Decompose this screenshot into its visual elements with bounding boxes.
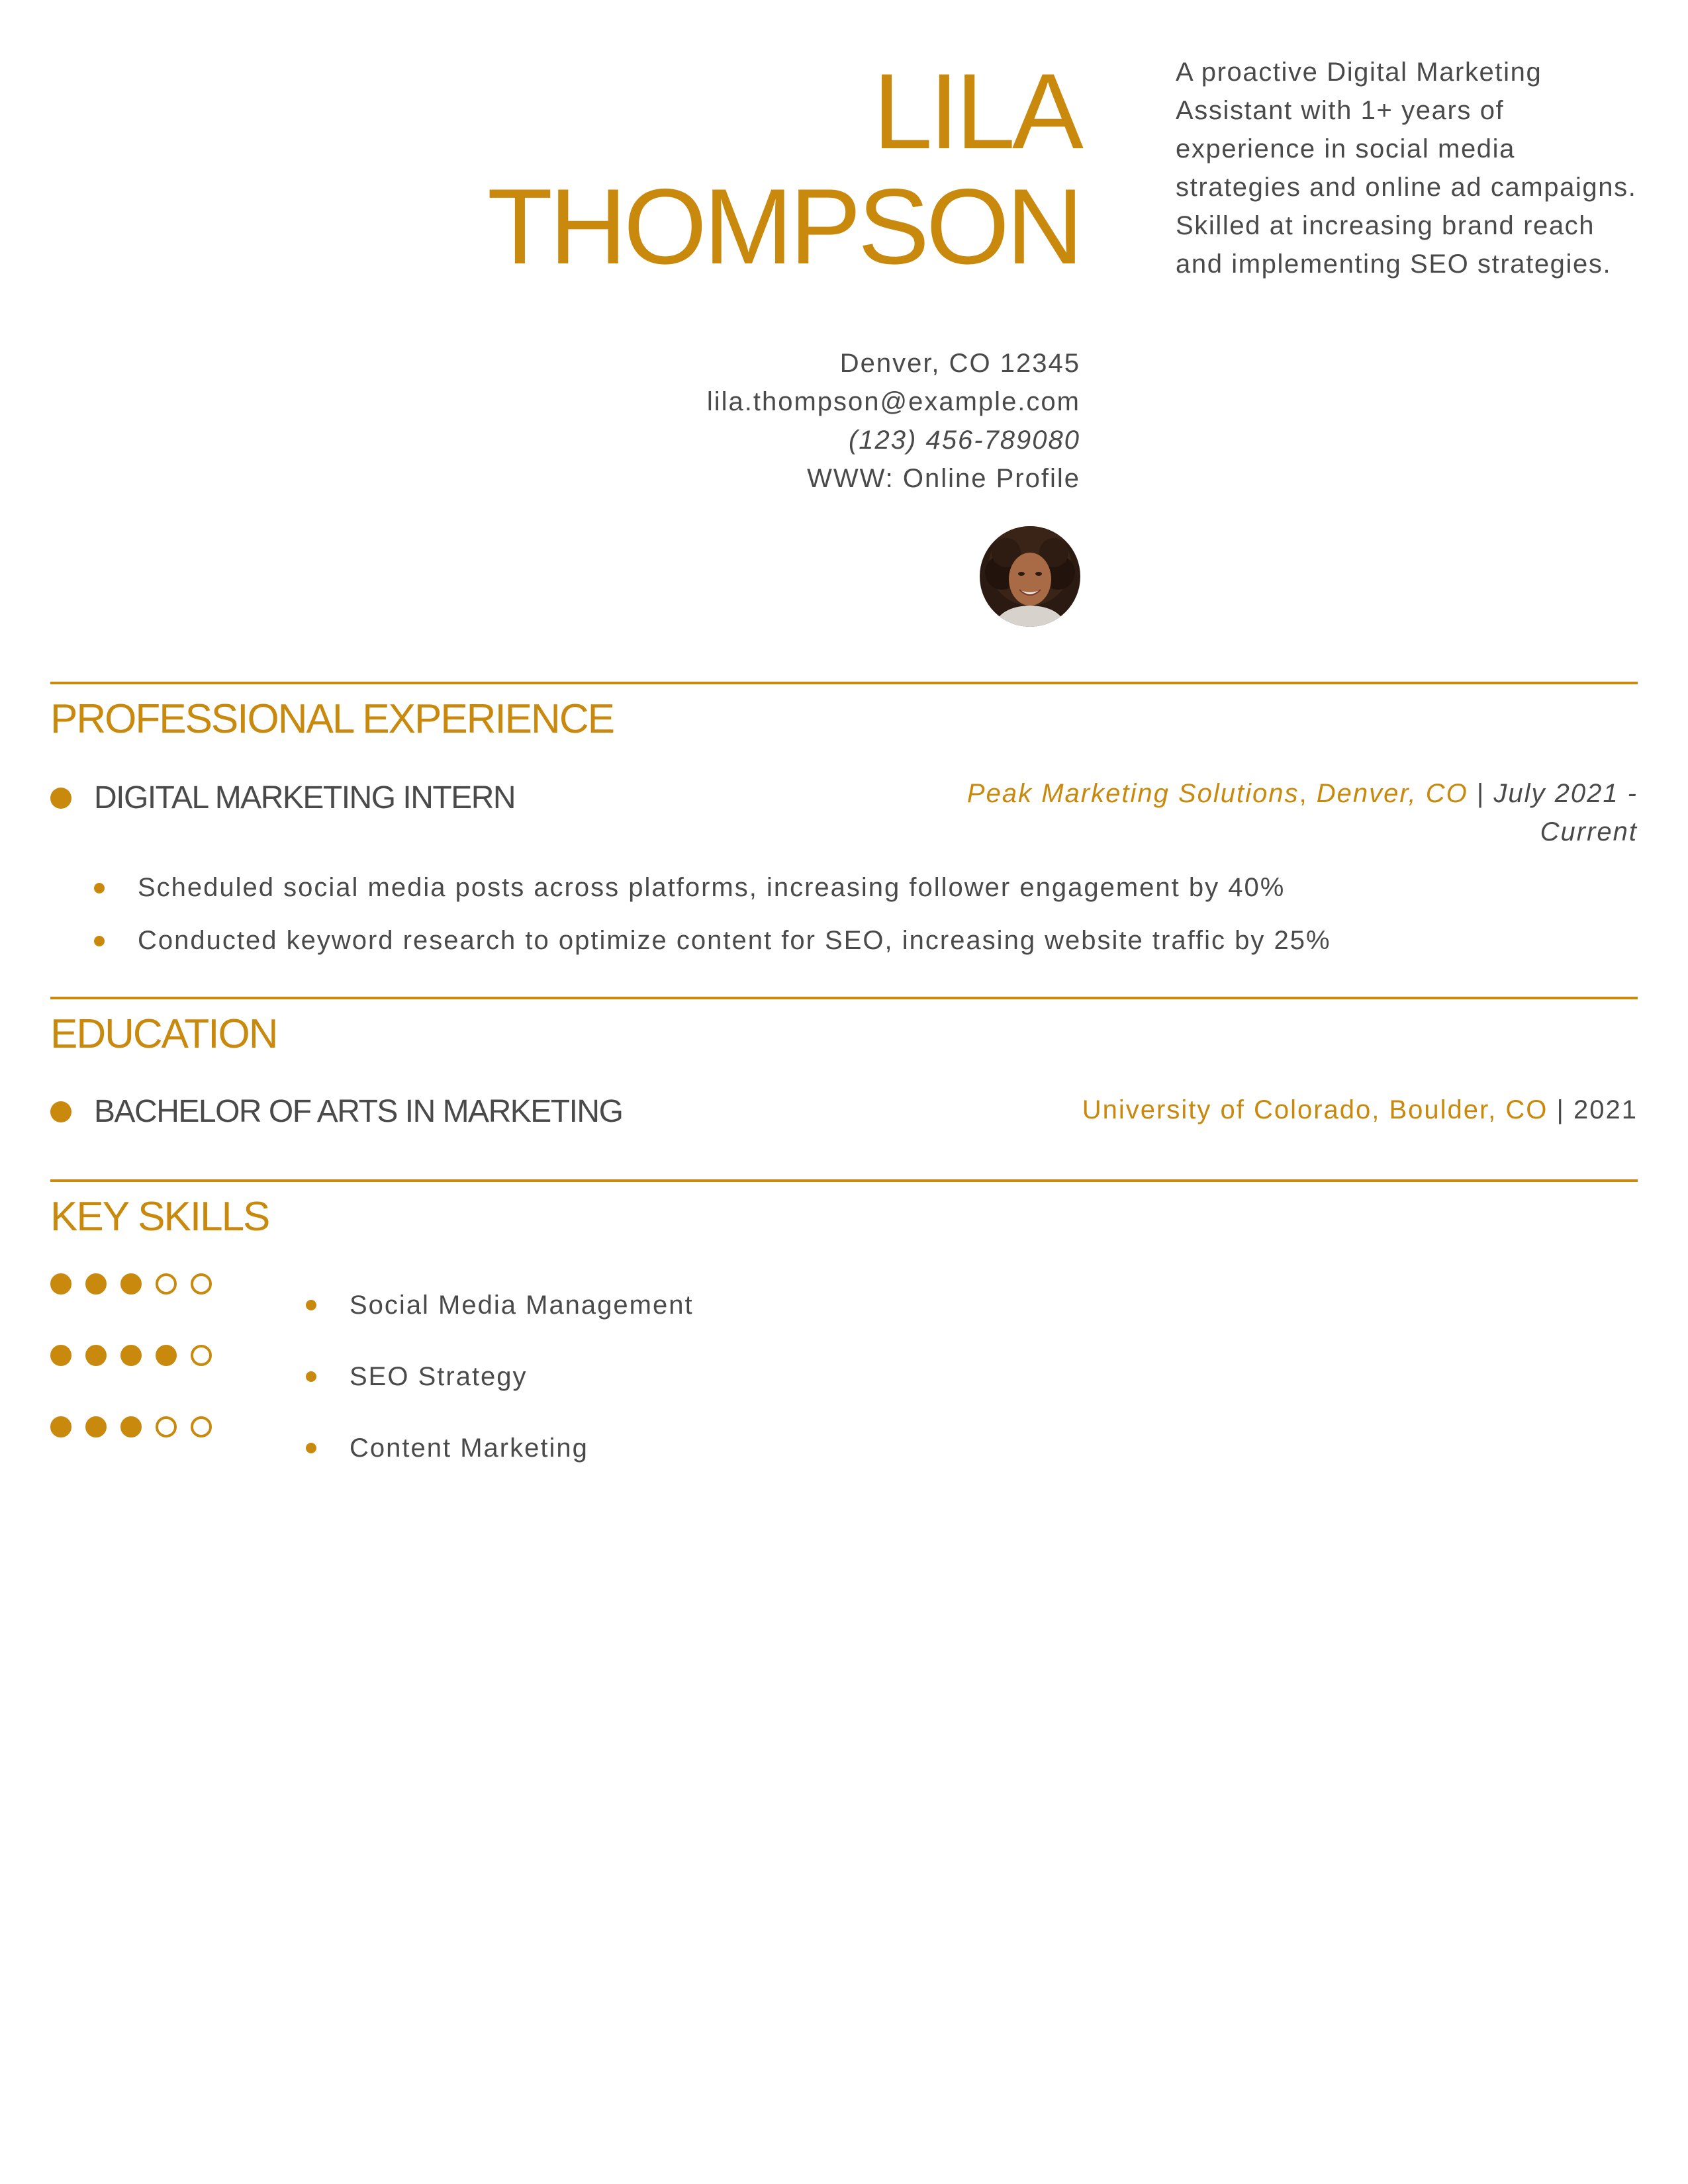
- name-block: [397, 54, 1080, 285]
- contact-phone: (123) 456-789080: [848, 426, 1080, 455]
- job-bullet-text: Conducted keyword research to optimize content for SEO, increasing website traffic by 25%: [138, 926, 1331, 955]
- school-name: University of Colorado, Boulder, CO: [1082, 1095, 1548, 1124]
- list-item: [93, 868, 1331, 921]
- skill-ratings: [50, 1273, 226, 1488]
- job-bullet-list: [93, 868, 1331, 974]
- skill-name: SEO Strategy: [350, 1362, 528, 1391]
- profile-photo-image: [980, 526, 1080, 627]
- rating-dot-filled-icon: [50, 1416, 71, 1437]
- list-item: [305, 1358, 694, 1430]
- skill-list: [305, 1287, 694, 1501]
- rating-dot-empty-icon: [156, 1416, 177, 1437]
- bullet-dot-icon: [94, 883, 105, 893]
- job-separator: |: [1468, 779, 1494, 808]
- bullet-dot-icon: [306, 1371, 316, 1382]
- rating-dot-empty-icon: [191, 1273, 212, 1295]
- first-name: LILA: [872, 52, 1080, 171]
- professional-summary: A proactive Digital Marketing Assistant with 1+ years of experience in social media strategies and online ad campaigns. Skilled at increasing brand reach and implementing SEO strategies.: [1176, 58, 1637, 279]
- skill-rating-row: [50, 1273, 226, 1345]
- list-item: [305, 1287, 694, 1358]
- rating-dot-empty-icon: [156, 1273, 177, 1295]
- entry-marker-education: [50, 1101, 71, 1122]
- degree-title: BACHELOR OF ARTS IN MARKETING: [94, 1094, 623, 1129]
- rating-dot-filled-icon: [85, 1345, 107, 1366]
- section-divider-education: [50, 997, 1638, 999]
- bullet-dot-icon: [306, 1443, 316, 1453]
- job-date-start: July 2021 -: [1493, 779, 1638, 808]
- rating-dot-empty-icon: [191, 1345, 212, 1366]
- section-title-experience: PROFESSIONAL EXPERIENCE: [50, 696, 614, 742]
- bullet-dot-icon: [306, 1300, 316, 1310]
- rating-dot-filled-icon: [120, 1416, 142, 1437]
- skill-name: Social Media Management: [350, 1291, 694, 1320]
- section-divider-skills: [50, 1179, 1638, 1182]
- section-title-education: EDUCATION: [50, 1011, 277, 1057]
- skill-rating-row: [50, 1416, 226, 1488]
- section-divider-experience: [50, 682, 1638, 684]
- rating-dot-filled-icon: [85, 1273, 107, 1295]
- contact-location: Denver, CO 12345: [839, 349, 1080, 378]
- entry-marker-experience: [50, 788, 71, 809]
- contact-info: [530, 344, 1080, 498]
- rating-dot-filled-icon: [120, 1345, 142, 1366]
- job-role: DIGITAL MARKETING INTERN: [94, 780, 516, 815]
- education-separator: |: [1548, 1095, 1574, 1124]
- rating-dot-filled-icon: [120, 1273, 142, 1295]
- job-date-end: Current: [1540, 817, 1638, 846]
- skill-rating-row: [50, 1345, 226, 1416]
- education-meta: [1082, 1091, 1638, 1129]
- last-name: THOMPSON: [487, 167, 1080, 287]
- contact-website: WWW: Online Profile: [807, 464, 1080, 493]
- job-location: Denver, CO: [1316, 779, 1468, 808]
- bullet-dot-icon: [94, 936, 105, 946]
- list-item: [93, 921, 1331, 974]
- contact-email: lila.thompson@example.com: [706, 387, 1080, 416]
- section-title-skills: KEY SKILLS: [50, 1194, 269, 1240]
- rating-dot-filled-icon: [50, 1345, 71, 1366]
- list-item: [305, 1430, 694, 1501]
- graduation-year: 2021: [1573, 1095, 1638, 1124]
- rating-dot-filled-icon: [156, 1345, 177, 1366]
- job-meta: [967, 774, 1638, 851]
- rating-dot-empty-icon: [191, 1416, 212, 1437]
- profile-photo: [980, 526, 1080, 627]
- job-comma: ,: [1299, 779, 1317, 808]
- job-company: Peak Marketing Solutions: [966, 779, 1299, 808]
- rating-dot-filled-icon: [50, 1273, 71, 1295]
- skill-name: Content Marketing: [350, 1433, 588, 1463]
- rating-dot-filled-icon: [85, 1416, 107, 1437]
- job-bullet-text: Scheduled social media posts across platforms, increasing follower engagement by 40%: [138, 873, 1286, 902]
